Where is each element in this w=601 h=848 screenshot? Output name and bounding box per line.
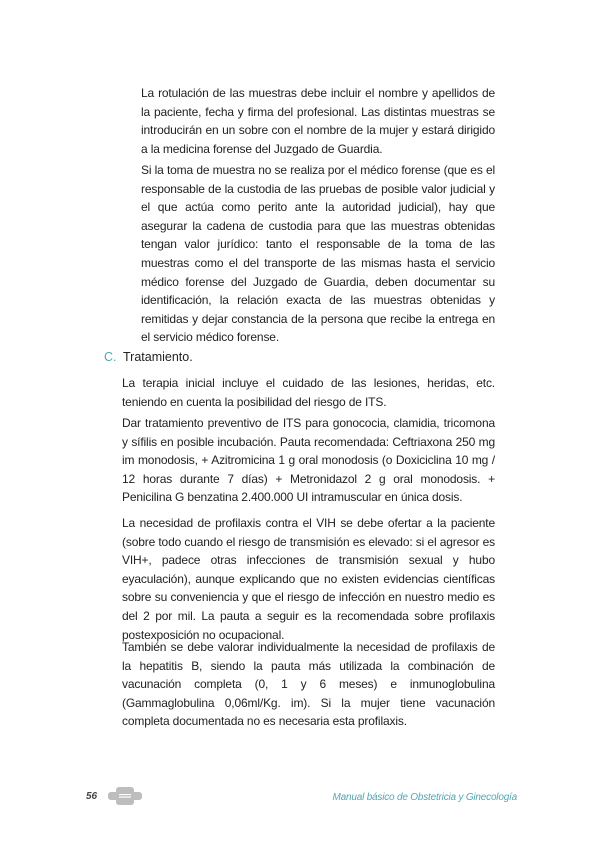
manual-title: Manual básico de Obstetricia y Ginecología (332, 792, 517, 803)
section-heading (104, 348, 193, 366)
page-number: 56 (86, 791, 98, 802)
paragraph-sample-labeling: La rotulación de las muestras debe incluir el nombre y apellidos de la paciente, fecha y firma del profesional. Las distintas muestras se introducirán en un sobre con el nombre de la mujer y estará dirigido a la medicina forense del Juzgado de Guardia. (141, 86, 495, 156)
paragraph-its-treatment: Dar tratamiento preventivo de ITS para gonococia, clamidia, tricomona y sífilis en posible incubación. Pauta recomendada: Ceftriaxona 250 mg im monodosis, + Azitromicina 1 g oral monodosis (o Doxiciclina 10 mg / 12 horas durante 7 días) + Metronidazol 2 g oral monodosis. + Penicilina G benzatina 2.400.000 UI intramuscular en única dosis. (122, 416, 495, 505)
paragraph-chain-of-custody: Si la toma de muestra no se realiza por el médico forense (que es el responsable de la custodia de las pruebas de posible valor judicial y el que actúa como perito ante la autoridad judicial), hay que asegurar la cadena de custodia para que las muestras obtenidas tengan valor jurídico: tanto el responsable de la toma de las muestras como el del transporte de las mismas hasta el servicio médico forense del Juzgado de Guardia, deben documentar su identificación, la relación exacta de las muestras obtenidas y remitidas y dejar constancia de la persona que recibe la entrega en el servicio médico forense. (141, 163, 495, 345)
paragraph-hepatitis-b: También se debe valorar individualmente la necesidad de profilaxis de la hepatitis B, siendo la pauta más utilizada la combinación de vacunación completa (0, 1 y 6 meses) e inmunoglobulina (Gammaglobulina 0,06ml/Kg. im). Si la mujer tiene vacunación completa documentada no es necesaria esta profilaxis. (122, 640, 495, 729)
paragraph-initial-therapy: La terapia inicial incluye el cuidado de las lesiones, heridas, etc. teniendo en cuenta la posibilidad del riesgo de ITS. (122, 376, 495, 409)
section-title: Tratamiento. (123, 350, 193, 364)
paragraph-hiv-prophylaxis: La necesidad de profilaxis contra el VIH se debe ofertar a la paciente (sobre todo cuando el riesgo de transmisión es elevado: si el agresor es VIH+, padece otras infecciones de transmisión sexual y hubo eyaculación), aunque explicando que no existen evidencias científicas sobre su conveniencia y que el riesgo de infección en nuestro medio es del 2 por mil. La pauta a seguir es la recomendada sobre profilaxis postexposición no ocupacional. (122, 516, 495, 642)
section-letter: C. (104, 350, 117, 364)
manual-logo-icon (107, 786, 143, 806)
